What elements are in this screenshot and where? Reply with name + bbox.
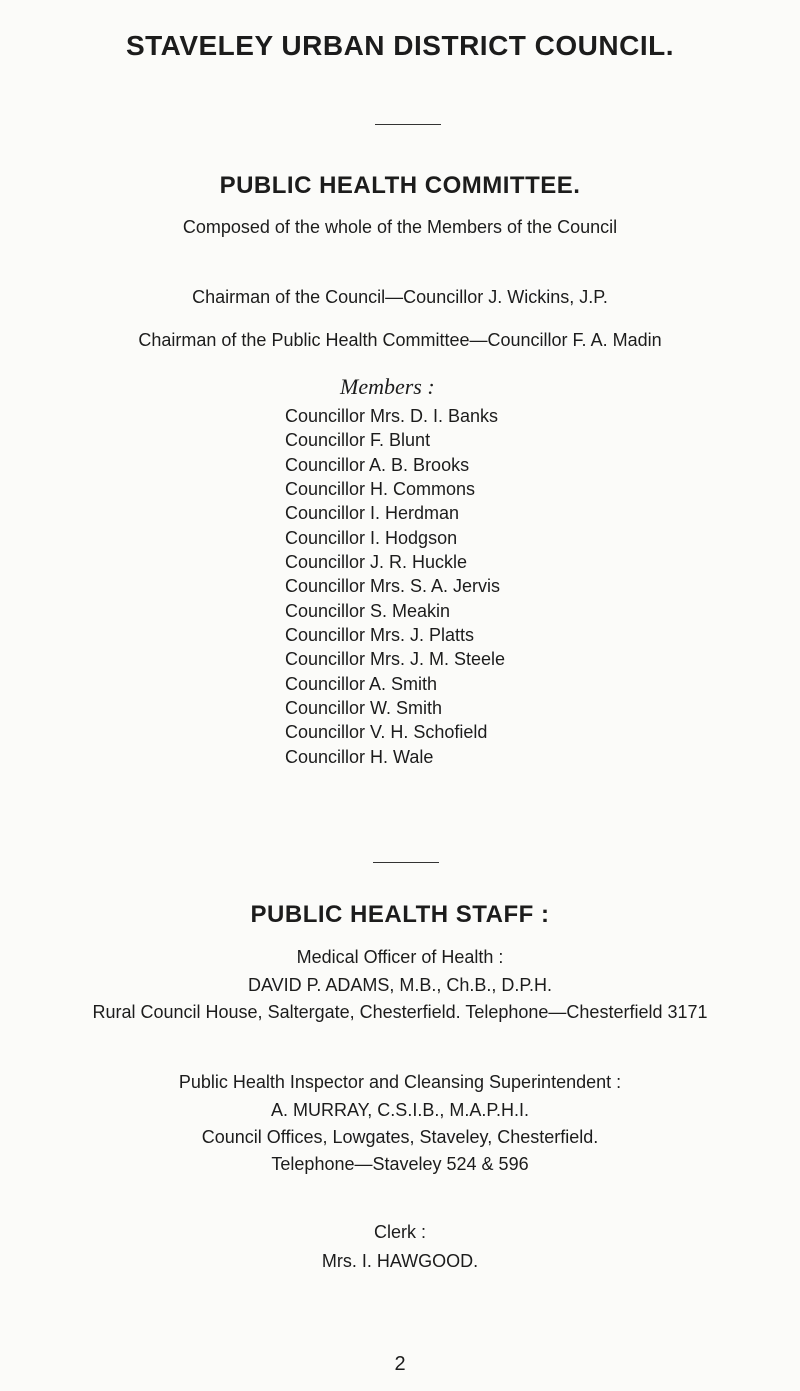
medical-officer-address: Rural Council House, Saltergate, Chesterfield. Telephone—Chesterfield 3171 [92, 1002, 708, 1022]
list-item: Councillor H. Commons [285, 479, 476, 500]
members-list [285, 404, 505, 769]
list-item: Councillor Mrs. J. Platts [285, 625, 475, 646]
page-number: 2 [394, 1353, 406, 1375]
list-item: Councillor A. B. Brooks [285, 454, 470, 475]
list-item: Councillor Mrs. J. M. Steele [285, 649, 506, 670]
medical-officer-label: Medical Officer of Health : [296, 947, 504, 967]
list-item: Councillor I. Hodgson [285, 527, 458, 548]
list-item: Councillor I. Herdman [285, 503, 460, 524]
list-item: Councillor Mrs. D. I. Banks [285, 406, 499, 426]
inspector-name: A. MURRAY, C.S.I.B., M.A.P.H.I. [270, 1100, 530, 1120]
list-item: Councillor F. Blunt [285, 430, 431, 451]
medical-officer-name: DAVID P. ADAMS, M.B., Ch.B., D.P.H. [247, 975, 553, 995]
committee-composition: Composed of the whole of the Members of the Council [182, 217, 618, 237]
committee-title: PUBLIC HEALTH COMMITTEE. [219, 172, 581, 199]
inspector-label: Public Health Inspector and Cleansing Superintendent : [178, 1072, 622, 1092]
inspector-address: Council Offices, Lowgates, Staveley, Chesterfield. [201, 1127, 599, 1147]
list-item: Councillor S. Meakin [285, 600, 451, 621]
list-item: Councillor V. H. Schofield [285, 722, 488, 743]
list-item: Councillor H. Wale [285, 746, 434, 767]
list-item: Councillor Mrs. S. A. Jervis [285, 576, 501, 597]
divider-rule [375, 124, 441, 125]
staff-title: PUBLIC HEALTH STAFF : [250, 901, 550, 928]
list-item: Councillor J. R. Huckle [285, 552, 468, 573]
chairman-of-council: Chairman of the Council—Councillor J. Wickins, J.P. [192, 287, 608, 307]
clerk-label: Clerk : [373, 1222, 426, 1242]
list-item: Councillor W. Smith [285, 698, 443, 719]
council-title: STAVELEY URBAN DISTRICT COUNCIL. [125, 30, 674, 61]
inspector-phone: Telephone—Staveley 524 & 596 [271, 1154, 529, 1174]
clerk-name: Mrs. I. HAWGOOD. [321, 1251, 479, 1271]
list-item: Councillor A. Smith [285, 673, 438, 694]
chairman-of-committee: Chairman of the Public Health Committee—Councillor F. A. Madin [138, 330, 662, 350]
divider-rule [373, 862, 439, 863]
members-heading: Members : [340, 374, 435, 399]
